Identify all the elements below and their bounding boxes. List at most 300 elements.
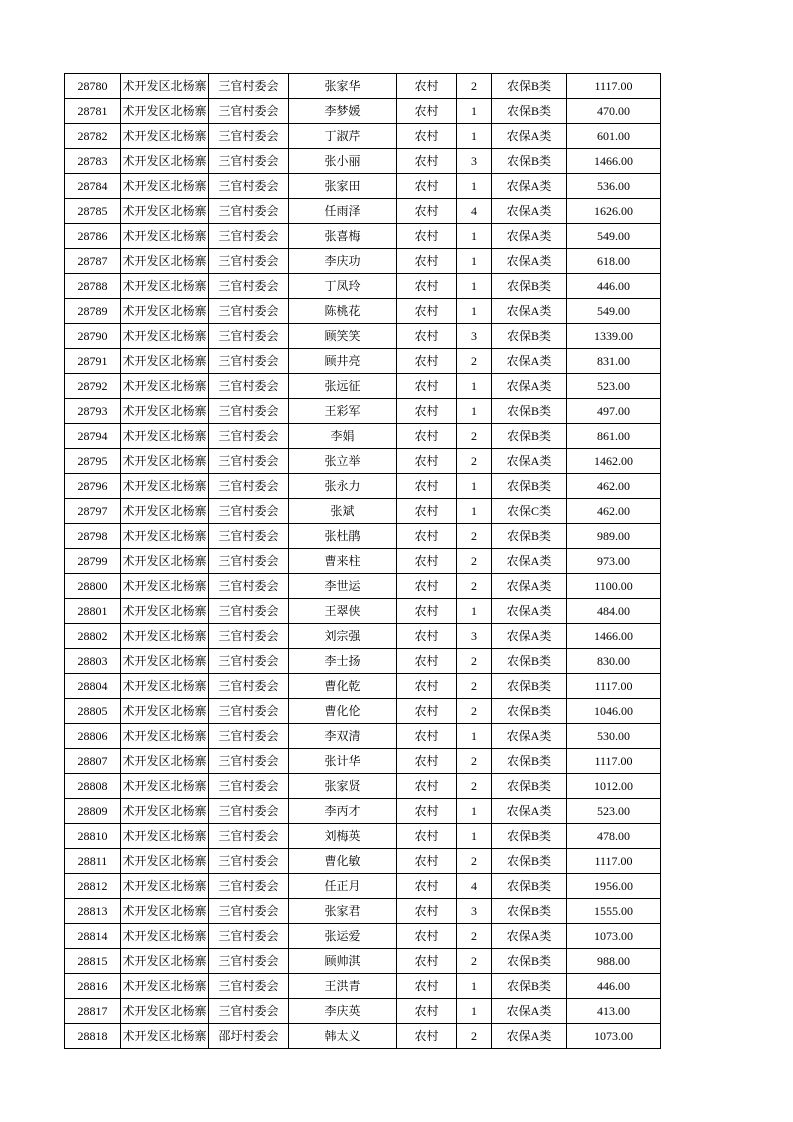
cell-amount: 830.00: [567, 649, 661, 674]
cell-amount: 462.00: [567, 474, 661, 499]
cell-id: 28798: [65, 524, 121, 549]
cell-village: 三官村委会: [209, 149, 289, 174]
cell-id: 28799: [65, 549, 121, 574]
cell-id: 28783: [65, 149, 121, 174]
cell-amount: 446.00: [567, 274, 661, 299]
cell-name: 李庆英: [289, 999, 397, 1024]
cell-category: 农保A类: [492, 199, 567, 224]
cell-count: 1: [457, 174, 492, 199]
cell-count: 1: [457, 249, 492, 274]
cell-village: 三官村委会: [209, 499, 289, 524]
cell-category: 农保A类: [492, 999, 567, 1024]
cell-type: 农村: [397, 424, 457, 449]
cell-district: 术开发区北杨寨: [121, 699, 209, 724]
cell-village: 三官村委会: [209, 724, 289, 749]
cell-category: 农保B类: [492, 974, 567, 999]
table-row: [65, 924, 661, 949]
cell-type: 农村: [397, 549, 457, 574]
cell-district: 术开发区北杨寨: [121, 249, 209, 274]
cell-name: 李士扬: [289, 649, 397, 674]
cell-village: 三官村委会: [209, 474, 289, 499]
cell-amount: 1466.00: [567, 624, 661, 649]
cell-amount: 618.00: [567, 249, 661, 274]
table-row: [65, 449, 661, 474]
cell-district: 术开发区北杨寨: [121, 749, 209, 774]
cell-count: 1: [457, 124, 492, 149]
cell-village: 三官村委会: [209, 849, 289, 874]
cell-village: 三官村委会: [209, 649, 289, 674]
cell-category: 农保B类: [492, 649, 567, 674]
cell-id: 28808: [65, 774, 121, 799]
cell-count: 1: [457, 974, 492, 999]
cell-amount: 1100.00: [567, 574, 661, 599]
table-row: [65, 349, 661, 374]
cell-count: 2: [457, 574, 492, 599]
cell-village: 三官村委会: [209, 199, 289, 224]
cell-name: 张家田: [289, 174, 397, 199]
cell-count: 4: [457, 874, 492, 899]
cell-type: 农村: [397, 224, 457, 249]
table-row: [65, 149, 661, 174]
cell-id: 28816: [65, 974, 121, 999]
cell-name: 张远征: [289, 374, 397, 399]
cell-type: 农村: [397, 499, 457, 524]
cell-type: 农村: [397, 149, 457, 174]
cell-category: 农保A类: [492, 799, 567, 824]
cell-type: 农村: [397, 749, 457, 774]
cell-count: 1: [457, 99, 492, 124]
table-row: [65, 649, 661, 674]
table-row: [65, 674, 661, 699]
cell-id: 28796: [65, 474, 121, 499]
cell-amount: 413.00: [567, 999, 661, 1024]
cell-type: 农村: [397, 824, 457, 849]
cell-amount: 549.00: [567, 299, 661, 324]
cell-id: 28810: [65, 824, 121, 849]
cell-village: 三官村委会: [209, 74, 289, 99]
cell-id: 28809: [65, 799, 121, 824]
cell-id: 28786: [65, 224, 121, 249]
cell-district: 术开发区北杨寨: [121, 274, 209, 299]
cell-id: 28817: [65, 999, 121, 1024]
cell-village: 三官村委会: [209, 174, 289, 199]
cell-village: 三官村委会: [209, 449, 289, 474]
cell-village: 三官村委会: [209, 574, 289, 599]
cell-district: 术开发区北杨寨: [121, 524, 209, 549]
cell-category: 农保B类: [492, 424, 567, 449]
cell-type: 农村: [397, 574, 457, 599]
cell-count: 1: [457, 399, 492, 424]
cell-village: 三官村委会: [209, 999, 289, 1024]
cell-id: 28802: [65, 624, 121, 649]
cell-count: 2: [457, 74, 492, 99]
table-row: [65, 599, 661, 624]
cell-amount: 1117.00: [567, 749, 661, 774]
cell-name: 张家君: [289, 899, 397, 924]
cell-district: 术开发区北杨寨: [121, 424, 209, 449]
cell-category: 农保B类: [492, 824, 567, 849]
cell-count: 1: [457, 724, 492, 749]
cell-category: 农保A类: [492, 574, 567, 599]
table-row: [65, 574, 661, 599]
cell-district: 术开发区北杨寨: [121, 549, 209, 574]
cell-category: 农保A类: [492, 249, 567, 274]
cell-amount: 1046.00: [567, 699, 661, 724]
cell-id: 28815: [65, 949, 121, 974]
cell-type: 农村: [397, 649, 457, 674]
cell-amount: 478.00: [567, 824, 661, 849]
cell-count: 2: [457, 674, 492, 699]
table-row: [65, 324, 661, 349]
cell-name: 李娟: [289, 424, 397, 449]
cell-category: 农保A类: [492, 599, 567, 624]
cell-id: 28800: [65, 574, 121, 599]
table-row: [65, 974, 661, 999]
cell-type: 农村: [397, 474, 457, 499]
table-row: [65, 74, 661, 99]
cell-count: 4: [457, 199, 492, 224]
cell-category: 农保A类: [492, 724, 567, 749]
cell-district: 术开发区北杨寨: [121, 124, 209, 149]
cell-name: 李世运: [289, 574, 397, 599]
cell-id: 28805: [65, 699, 121, 724]
cell-name: 顾笑笑: [289, 324, 397, 349]
cell-district: 术开发区北杨寨: [121, 999, 209, 1024]
cell-id: 28797: [65, 499, 121, 524]
cell-id: 28792: [65, 374, 121, 399]
table-row: [65, 774, 661, 799]
cell-amount: 989.00: [567, 524, 661, 549]
cell-name: 丁淑芹: [289, 124, 397, 149]
table-row: [65, 999, 661, 1024]
table-row: [65, 424, 661, 449]
cell-amount: 549.00: [567, 224, 661, 249]
table-row: [65, 274, 661, 299]
cell-id: 28790: [65, 324, 121, 349]
cell-type: 农村: [397, 99, 457, 124]
cell-name: 王彩军: [289, 399, 397, 424]
cell-district: 术开发区北杨寨: [121, 774, 209, 799]
cell-district: 术开发区北杨寨: [121, 624, 209, 649]
table-row: [65, 174, 661, 199]
cell-amount: 1626.00: [567, 199, 661, 224]
cell-name: 李庆功: [289, 249, 397, 274]
cell-amount: 973.00: [567, 549, 661, 574]
cell-category: 农保B类: [492, 949, 567, 974]
cell-type: 农村: [397, 924, 457, 949]
cell-district: 术开发区北杨寨: [121, 474, 209, 499]
cell-amount: 831.00: [567, 349, 661, 374]
cell-count: 2: [457, 849, 492, 874]
cell-amount: 988.00: [567, 949, 661, 974]
cell-village: 三官村委会: [209, 749, 289, 774]
cell-district: 术开发区北杨寨: [121, 824, 209, 849]
cell-category: 农保B类: [492, 274, 567, 299]
cell-id: 28811: [65, 849, 121, 874]
table-row: [65, 549, 661, 574]
cell-id: 28803: [65, 649, 121, 674]
table-row: [65, 799, 661, 824]
cell-type: 农村: [397, 724, 457, 749]
cell-name: 刘梅英: [289, 824, 397, 849]
cell-village: 三官村委会: [209, 924, 289, 949]
cell-category: 农保B类: [492, 99, 567, 124]
cell-count: 3: [457, 149, 492, 174]
cell-type: 农村: [397, 624, 457, 649]
cell-amount: 1073.00: [567, 1024, 661, 1049]
cell-category: 农保A类: [492, 549, 567, 574]
cell-village: 三官村委会: [209, 274, 289, 299]
cell-village: 三官村委会: [209, 899, 289, 924]
cell-id: 28788: [65, 274, 121, 299]
cell-district: 术开发区北杨寨: [121, 849, 209, 874]
cell-district: 术开发区北杨寨: [121, 599, 209, 624]
cell-id: 28814: [65, 924, 121, 949]
cell-village: 三官村委会: [209, 324, 289, 349]
cell-district: 术开发区北杨寨: [121, 649, 209, 674]
cell-type: 农村: [397, 199, 457, 224]
cell-name: 李梦媛: [289, 99, 397, 124]
cell-count: 2: [457, 524, 492, 549]
cell-district: 术开发区北杨寨: [121, 674, 209, 699]
cell-category: 农保B类: [492, 674, 567, 699]
cell-category: 农保A类: [492, 924, 567, 949]
cell-amount: 497.00: [567, 399, 661, 424]
table-row: [65, 749, 661, 774]
cell-district: 术开发区北杨寨: [121, 399, 209, 424]
cell-category: 农保A类: [492, 624, 567, 649]
cell-count: 1: [457, 824, 492, 849]
cell-type: 农村: [397, 874, 457, 899]
cell-type: 农村: [397, 374, 457, 399]
cell-name: 张家贤: [289, 774, 397, 799]
cell-village: 三官村委会: [209, 699, 289, 724]
cell-category: 农保B类: [492, 524, 567, 549]
cell-district: 术开发区北杨寨: [121, 349, 209, 374]
cell-name: 任雨泽: [289, 199, 397, 224]
cell-type: 农村: [397, 799, 457, 824]
cell-village: 三官村委会: [209, 399, 289, 424]
cell-type: 农村: [397, 849, 457, 874]
cell-name: 张运爱: [289, 924, 397, 949]
cell-count: 1: [457, 224, 492, 249]
cell-id: 28791: [65, 349, 121, 374]
cell-id: 28784: [65, 174, 121, 199]
cell-category: 农保A类: [492, 174, 567, 199]
cell-name: 丁凤玲: [289, 274, 397, 299]
table-body: [65, 74, 661, 1049]
cell-type: 农村: [397, 174, 457, 199]
cell-count: 1: [457, 374, 492, 399]
cell-count: 2: [457, 424, 492, 449]
table-row: [65, 499, 661, 524]
cell-count: 2: [457, 774, 492, 799]
cell-amount: 601.00: [567, 124, 661, 149]
cell-type: 农村: [397, 949, 457, 974]
cell-count: 1: [457, 799, 492, 824]
cell-name: 张喜梅: [289, 224, 397, 249]
cell-amount: 861.00: [567, 424, 661, 449]
cell-village: 邵圩村委会: [209, 1024, 289, 1049]
cell-category: 农保B类: [492, 774, 567, 799]
cell-village: 三官村委会: [209, 799, 289, 824]
cell-amount: 1956.00: [567, 874, 661, 899]
cell-count: 1: [457, 499, 492, 524]
cell-district: 术开发区北杨寨: [121, 949, 209, 974]
cell-village: 三官村委会: [209, 124, 289, 149]
table-row: [65, 724, 661, 749]
cell-category: 农保A类: [492, 124, 567, 149]
cell-district: 术开发区北杨寨: [121, 499, 209, 524]
cell-id: 28793: [65, 399, 121, 424]
cell-district: 术开发区北杨寨: [121, 199, 209, 224]
table-row: [65, 399, 661, 424]
cell-village: 三官村委会: [209, 374, 289, 399]
cell-count: 1: [457, 599, 492, 624]
cell-name: 顾井亮: [289, 349, 397, 374]
cell-count: 2: [457, 924, 492, 949]
cell-district: 术开发区北杨寨: [121, 449, 209, 474]
cell-name: 任正月: [289, 874, 397, 899]
cell-amount: 1117.00: [567, 674, 661, 699]
cell-count: 2: [457, 449, 492, 474]
cell-name: 曹化伦: [289, 699, 397, 724]
cell-amount: 523.00: [567, 374, 661, 399]
cell-name: 王翠侠: [289, 599, 397, 624]
cell-amount: 1462.00: [567, 449, 661, 474]
cell-type: 农村: [397, 699, 457, 724]
cell-amount: 462.00: [567, 499, 661, 524]
cell-name: 顾帅淇: [289, 949, 397, 974]
cell-amount: 1466.00: [567, 149, 661, 174]
cell-type: 农村: [397, 1024, 457, 1049]
cell-category: 农保B类: [492, 874, 567, 899]
cell-village: 三官村委会: [209, 349, 289, 374]
cell-amount: 536.00: [567, 174, 661, 199]
cell-category: 农保B类: [492, 324, 567, 349]
cell-name: 张斌: [289, 499, 397, 524]
cell-village: 三官村委会: [209, 424, 289, 449]
table-row: [65, 624, 661, 649]
cell-count: 3: [457, 324, 492, 349]
cell-amount: 530.00: [567, 724, 661, 749]
cell-district: 术开发区北杨寨: [121, 874, 209, 899]
table-row: [65, 1024, 661, 1049]
cell-category: 农保B类: [492, 849, 567, 874]
cell-count: 1: [457, 299, 492, 324]
cell-district: 术开发区北杨寨: [121, 1024, 209, 1049]
cell-count: 2: [457, 749, 492, 774]
cell-category: 农保A类: [492, 224, 567, 249]
cell-name: 曹来柱: [289, 549, 397, 574]
table-row: [65, 699, 661, 724]
cell-amount: 1012.00: [567, 774, 661, 799]
cell-count: 2: [457, 949, 492, 974]
data-table: [64, 73, 661, 1049]
cell-count: 2: [457, 699, 492, 724]
cell-village: 三官村委会: [209, 99, 289, 124]
cell-category: 农保B类: [492, 399, 567, 424]
cell-name: 李双清: [289, 724, 397, 749]
cell-category: 农保B类: [492, 149, 567, 174]
cell-type: 农村: [397, 599, 457, 624]
cell-type: 农村: [397, 274, 457, 299]
cell-district: 术开发区北杨寨: [121, 974, 209, 999]
cell-id: 28812: [65, 874, 121, 899]
cell-village: 三官村委会: [209, 674, 289, 699]
table-row: [65, 99, 661, 124]
cell-count: 3: [457, 624, 492, 649]
cell-type: 农村: [397, 524, 457, 549]
cell-amount: 484.00: [567, 599, 661, 624]
table-row: [65, 474, 661, 499]
cell-name: 张永力: [289, 474, 397, 499]
cell-name: 曹化乾: [289, 674, 397, 699]
cell-id: 28795: [65, 449, 121, 474]
table-row: [65, 299, 661, 324]
cell-count: 1: [457, 999, 492, 1024]
table-row: [65, 199, 661, 224]
cell-count: 2: [457, 649, 492, 674]
cell-district: 术开发区北杨寨: [121, 374, 209, 399]
cell-count: 2: [457, 349, 492, 374]
table-row: [65, 949, 661, 974]
cell-id: 28789: [65, 299, 121, 324]
cell-type: 农村: [397, 674, 457, 699]
cell-district: 术开发区北杨寨: [121, 99, 209, 124]
cell-amount: 1073.00: [567, 924, 661, 949]
cell-category: 农保A类: [492, 449, 567, 474]
cell-id: 28780: [65, 74, 121, 99]
cell-amount: 446.00: [567, 974, 661, 999]
cell-district: 术开发区北杨寨: [121, 799, 209, 824]
cell-type: 农村: [397, 249, 457, 274]
cell-id: 28785: [65, 199, 121, 224]
cell-village: 三官村委会: [209, 774, 289, 799]
cell-id: 28801: [65, 599, 121, 624]
cell-type: 农村: [397, 974, 457, 999]
cell-district: 术开发区北杨寨: [121, 924, 209, 949]
table-row: [65, 224, 661, 249]
cell-category: 农保C类: [492, 499, 567, 524]
cell-amount: 1339.00: [567, 324, 661, 349]
cell-village: 三官村委会: [209, 949, 289, 974]
cell-amount: 1117.00: [567, 849, 661, 874]
cell-village: 三官村委会: [209, 224, 289, 249]
cell-category: 农保A类: [492, 374, 567, 399]
cell-village: 三官村委会: [209, 599, 289, 624]
cell-id: 28806: [65, 724, 121, 749]
cell-category: 农保B类: [492, 474, 567, 499]
cell-type: 农村: [397, 774, 457, 799]
cell-type: 农村: [397, 324, 457, 349]
cell-village: 三官村委会: [209, 299, 289, 324]
table-row: [65, 374, 661, 399]
cell-count: 1: [457, 274, 492, 299]
cell-type: 农村: [397, 399, 457, 424]
cell-type: 农村: [397, 899, 457, 924]
cell-district: 术开发区北杨寨: [121, 899, 209, 924]
cell-id: 28794: [65, 424, 121, 449]
cell-category: 农保A类: [492, 349, 567, 374]
cell-type: 农村: [397, 449, 457, 474]
cell-name: 张家华: [289, 74, 397, 99]
table-row: [65, 524, 661, 549]
cell-district: 术开发区北杨寨: [121, 324, 209, 349]
cell-count: 2: [457, 1024, 492, 1049]
cell-id: 28807: [65, 749, 121, 774]
table-row: [65, 249, 661, 274]
